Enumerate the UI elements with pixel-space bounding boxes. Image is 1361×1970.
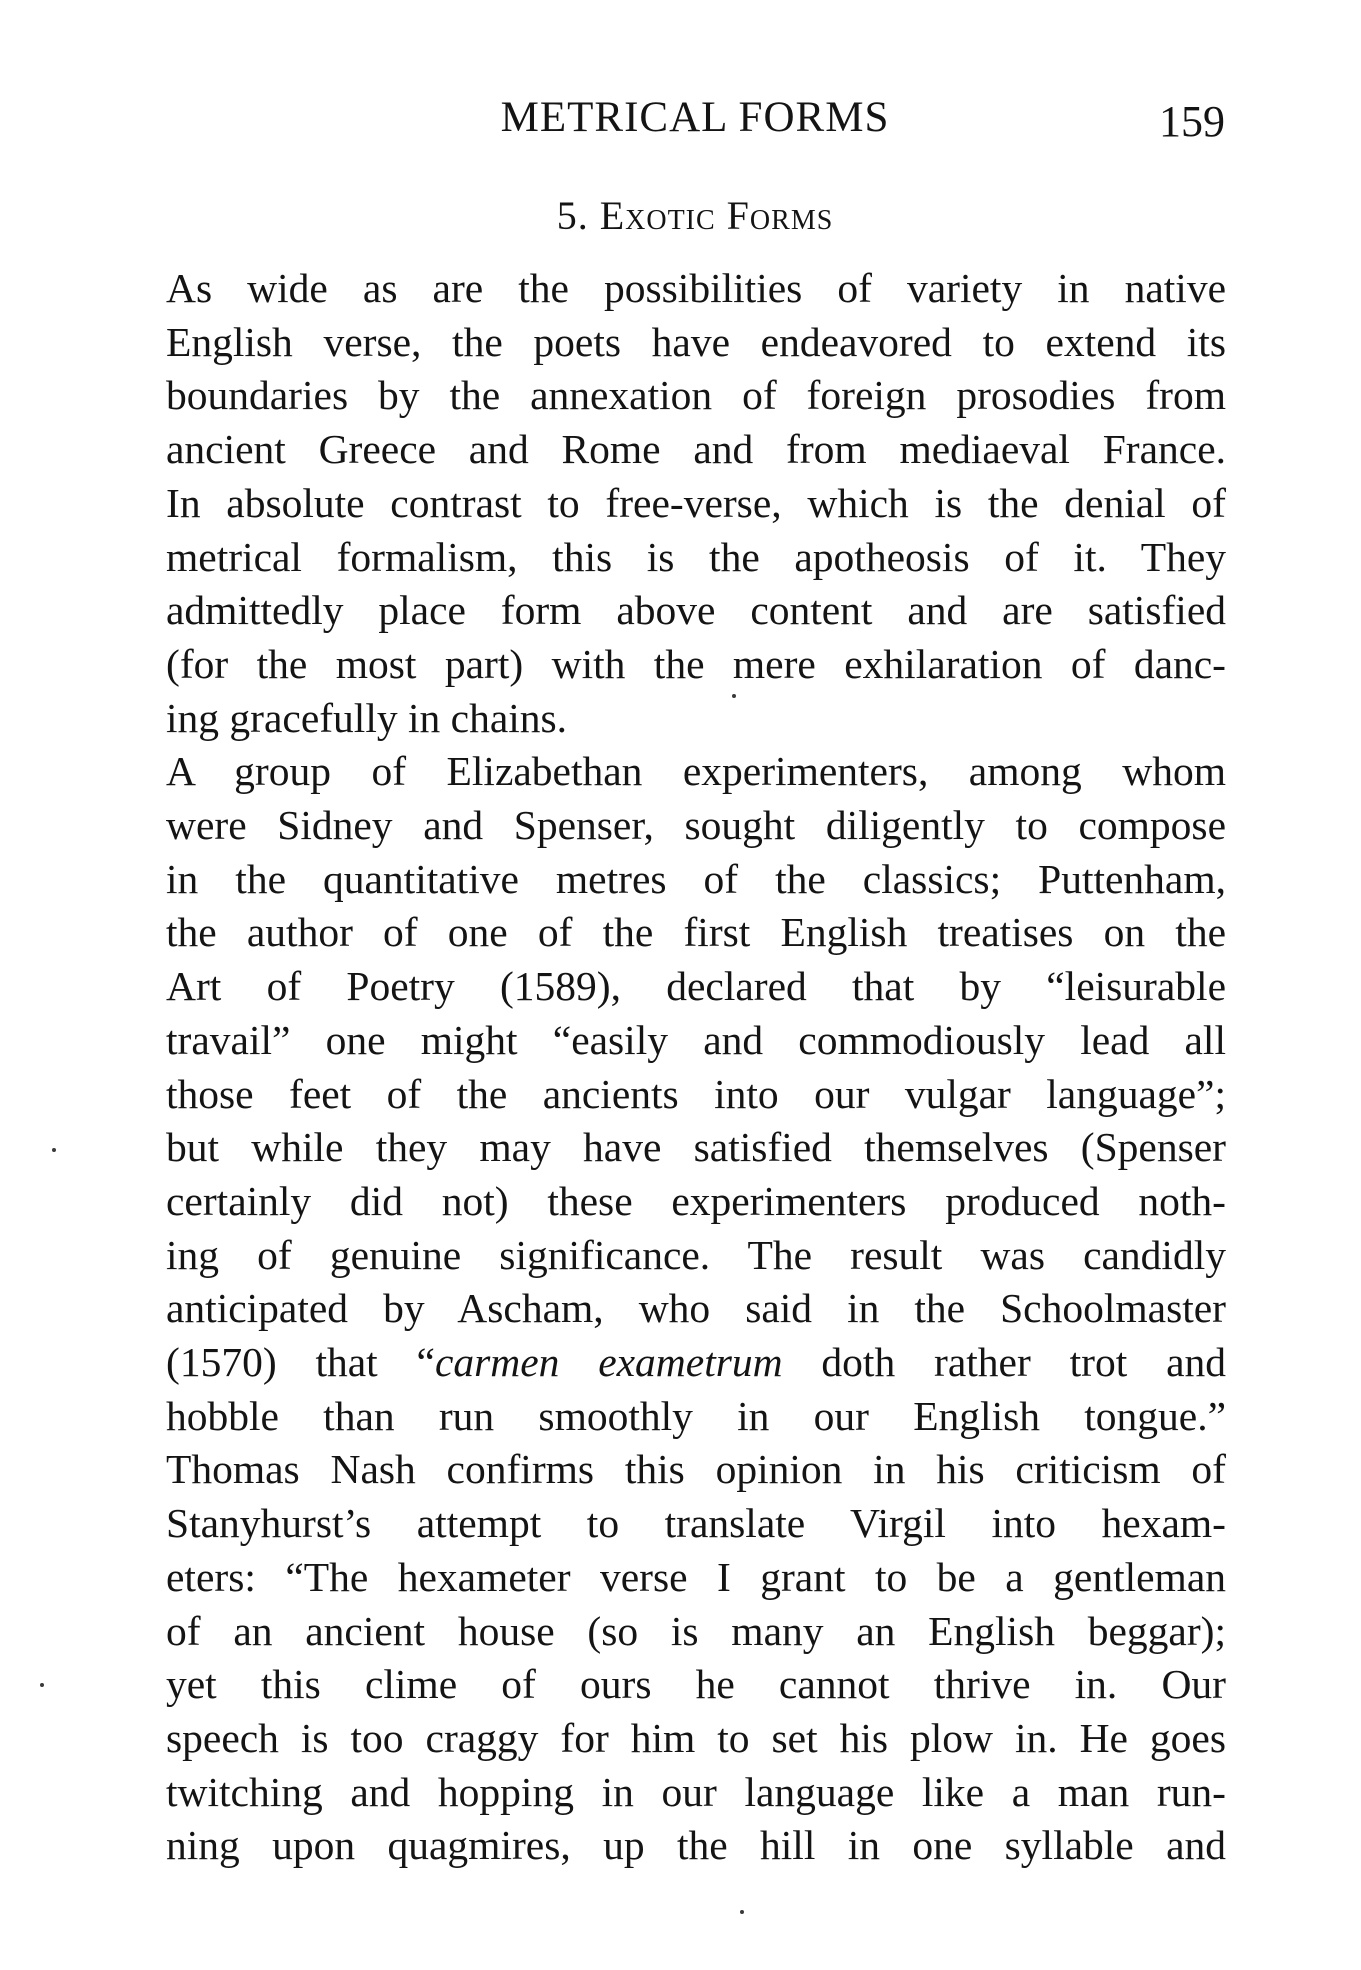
running-head [165, 88, 1225, 148]
text-line: the author of one of the first English treatises on the [166, 909, 1226, 956]
text-line: metrical formalism, this is the apotheosis of it. They [166, 533, 1226, 580]
text-line: of an ancient house (so is many an English beggar); [166, 1607, 1226, 1654]
text-line: admittedly place form above content and are satisfied [166, 587, 1226, 634]
latin-phrase: carmen exametrum [434, 1339, 783, 1386]
section-title: Exotic Forms [599, 193, 834, 238]
text-line: eters: “The hexameter verse I grant to be a gentleman [166, 1553, 1226, 1600]
print-speck [52, 1148, 56, 1152]
text-line: (for the most part) with the mere exhilaration of danc- [166, 640, 1226, 687]
text-line: in the quantitative metres of the classics; Puttenham, [166, 855, 1226, 902]
text-line: hobble than run smoothly in our English tongue.” [166, 1392, 1226, 1439]
text-line: Stanyhurst’s attempt to translate Virgil into hexam- [166, 1500, 1226, 1547]
text-line: certainly did not) these experimenters produced noth- [166, 1177, 1226, 1224]
print-speck [732, 694, 736, 698]
running-title: METRICAL FORMS [500, 94, 890, 141]
text-line: ing gracefully in chains. [166, 694, 568, 741]
section-number: 5. [556, 193, 589, 238]
text-line-ascham [166, 1336, 1226, 1390]
text-line: yet this clime of ours he cannot thrive in. Our [166, 1661, 1226, 1708]
print-speck [40, 1683, 44, 1687]
ascham-after: doth rather trot and [782, 1339, 1226, 1386]
text-line: A group of Elizabethan experimenters, among whom [166, 748, 1226, 795]
page-number: 159 [1159, 97, 1225, 146]
text-line: boundaries by the annexation of foreign prosodies from [166, 372, 1226, 419]
ascham-before: (1570) that “ [166, 1339, 435, 1386]
body-text [166, 262, 1226, 1873]
text-line: were Sidney and Spenser, sought diligently to compose [166, 802, 1226, 849]
text-line: travail” one might “easily and commodiously lead all [166, 1016, 1226, 1063]
text-line: but while they may have satisfied themselves (Spenser [166, 1124, 1226, 1171]
print-speck [740, 1910, 744, 1914]
text-line: Art of Poetry (1589), declared that by “leisurable [166, 963, 1226, 1010]
text-line: Thomas Nash confirms this opinion in his criticism of [166, 1446, 1226, 1493]
text-line: anticipated by Ascham, who said in the Schoolmaster [166, 1285, 1226, 1332]
paragraph-1 [166, 262, 1226, 745]
text-line: English verse, the poets have endeavored to extend its [166, 318, 1226, 365]
text-line: As wide as are the possibilities of variety in native [166, 265, 1226, 311]
text-line: ning upon quagmires, up the hill in one syllable and [166, 1822, 1226, 1869]
text-line: speech is too craggy for him to set his plow in. He goes [166, 1714, 1226, 1761]
text-line: In absolute contrast to free-verse, which is the denial of [166, 479, 1226, 526]
text-line: those feet of the ancients into our vulgar language”; [166, 1070, 1226, 1117]
text-line: twitching and hopping in our language like a man run- [166, 1768, 1226, 1815]
section-heading [165, 188, 1225, 244]
text-line: ing of genuine significance. The result was candidly [166, 1231, 1226, 1278]
paragraph-2 [166, 745, 1226, 1873]
text-line: ancient Greece and Rome and from mediaeval France. [166, 426, 1226, 473]
